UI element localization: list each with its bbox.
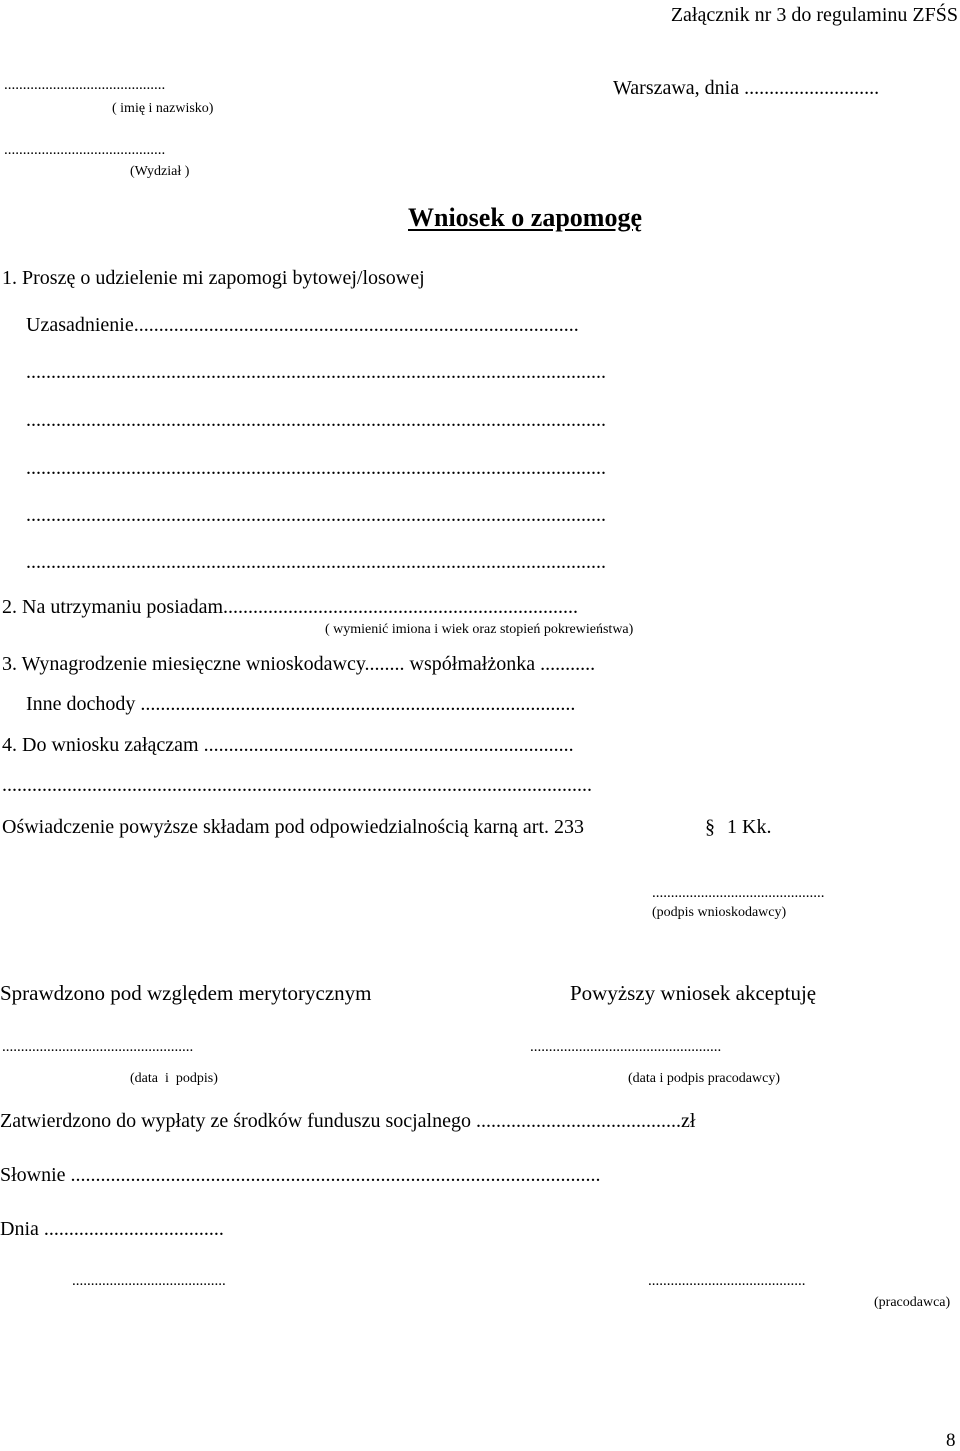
verification-signature-caption: (data i podpis) <box>130 1071 218 1086</box>
justification-line[interactable]: .................................................................................................................... <box>26 504 606 526</box>
employer-final-signature-field[interactable]: .......................................... <box>648 1273 806 1289</box>
name-field[interactable]: ........................................... <box>4 77 166 93</box>
employer-signature-field[interactable]: ................................................... <box>530 1039 722 1055</box>
approval-date-field[interactable]: Dnia .................................... <box>0 1218 224 1240</box>
annex-label: Załącznik nr 3 do regulaminu ZFŚS <box>670 4 958 26</box>
place-date-field[interactable]: Warszawa, dnia ........................... <box>613 77 880 99</box>
declaration-text: Oświadczenie powyższe składam pod odpowiedzialnością karną art. 233 <box>2 816 585 838</box>
dependents-caption: ( wymienić imiona i wiek oraz stopień pokrewieństwa) <box>325 622 634 637</box>
dependents-field[interactable]: 2. Na utrzymaniu posiadam....................................................................... <box>2 596 579 618</box>
applicant-signature-caption: (podpis wnioskodawcy) <box>652 905 787 920</box>
approval-left-signature-field[interactable]: ......................................... <box>72 1273 226 1289</box>
name-caption: ( imię i nazwisko) <box>112 101 214 116</box>
other-income-field[interactable]: Inne dochody ....................................................................................... <box>26 693 576 715</box>
justification-line[interactable]: .................................................................................................................... <box>26 361 606 383</box>
employer-signature-caption: (data i podpis pracodawcy) <box>628 1071 780 1086</box>
justification-line[interactable]: .................................................................................................................... <box>26 409 606 431</box>
amount-in-words-field[interactable]: Słownie .......................................................................................................... <box>0 1164 601 1186</box>
approval-amount-field[interactable]: Zatwierdzono do wypłaty ze środków funduszu socjalnego .........................................zł <box>0 1110 696 1132</box>
applicant-signature-field[interactable]: .............................................. <box>652 885 825 901</box>
section-1-request: 1. Proszę o udzielenie mi zapomogi bytowej/losowej <box>2 267 425 289</box>
department-caption: (Wydział ) <box>130 164 190 179</box>
verification-label: Sprawdzono pod względem merytorycznym <box>0 981 372 1005</box>
employer-final-caption: (pracodawca) <box>874 1295 951 1310</box>
salary-field[interactable]: 3. Wynagrodzenie miesięczne wnioskodawcy........ współmałżonka ........... <box>2 653 596 675</box>
justification-line[interactable]: .................................................................................................................... <box>26 551 606 573</box>
attachments-field[interactable]: 4. Do wniosku załączam .......................................................................... <box>2 734 574 756</box>
justification-line[interactable]: .................................................................................................................... <box>26 457 606 479</box>
acceptance-label: Powyższy wniosek akceptuję <box>570 981 817 1005</box>
justification-field[interactable]: Uzasadnienie......................................................................................... <box>26 314 579 336</box>
verification-signature-field[interactable]: ................................................... <box>2 1039 194 1055</box>
document-title: Wniosek o zapomogę <box>408 203 642 232</box>
department-field[interactable]: ........................................... <box>4 142 166 158</box>
declaration-reference: 1 Kk. <box>727 816 772 838</box>
page-number: 8 <box>946 1430 956 1451</box>
attachments-line[interactable]: ...................................................................................................................... <box>2 774 592 796</box>
section-sign: § <box>705 816 715 838</box>
